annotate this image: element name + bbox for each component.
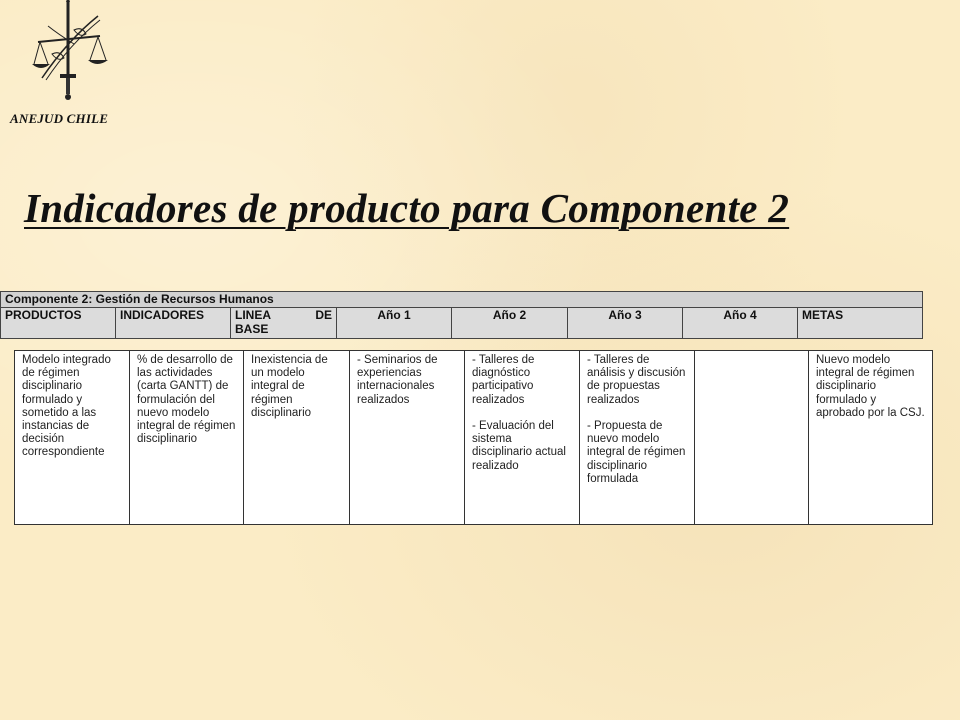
col-header-linea-word: LINEA	[235, 308, 271, 322]
header-table	[0, 291, 923, 339]
col-header-indicadores: INDICADORES	[116, 308, 231, 339]
table-row	[15, 351, 933, 525]
col-header-ano2: Año 2	[452, 308, 568, 339]
component-row	[1, 292, 923, 308]
cell-metas: Nuevo modelo integral de régimen disciplinario formulado y aprobado por la CSJ.	[809, 351, 933, 525]
col-header-ano1: Año 1	[337, 308, 452, 339]
cell-ano1: - Seminarios de experiencias internacionales realizados	[350, 351, 465, 525]
col-header-ano4: Año 4	[683, 308, 798, 339]
col-header-linea-base	[231, 308, 337, 339]
anejud-logo	[28, 0, 118, 108]
cell-producto: Modelo integrado de régimen disciplinario formulado y sometido a las instancias de decisión correspondiente	[15, 351, 130, 525]
data-table	[14, 350, 933, 525]
scales-of-justice-icon	[28, 0, 118, 108]
col-header-base-word: BASE	[235, 322, 269, 336]
component-title: Componente 2: Gestión de Recursos Humanos	[1, 292, 923, 308]
col-header-de-word: DE	[315, 308, 332, 322]
cell-ano3: - Talleres de análisis y discusión de propuestas realizados - Propuesta de nuevo modelo integral de régimen disciplinario formulada	[580, 351, 695, 525]
cell-ano4	[695, 351, 809, 525]
col-header-productos: PRODUCTOS	[1, 308, 116, 339]
logo-caption: ANEJUD CHILE	[10, 111, 109, 126]
cell-ano2: - Talleres de diagnóstico participativo realizados - Evaluación del sistema disciplinario actual realizado	[465, 351, 580, 525]
col-header-metas: METAS	[798, 308, 923, 339]
column-header-row	[1, 308, 923, 339]
cell-indicador: % de desarrollo de las actividades (carta GANTT) de formulación del nuevo modelo integral de régimen disciplinario	[130, 351, 244, 525]
page-title: Indicadores de producto para Componente 2	[24, 185, 790, 231]
col-header-ano3: Año 3	[568, 308, 683, 339]
cell-linea-base: Inexistencia de un modelo integral de régimen disciplinario	[244, 351, 350, 525]
